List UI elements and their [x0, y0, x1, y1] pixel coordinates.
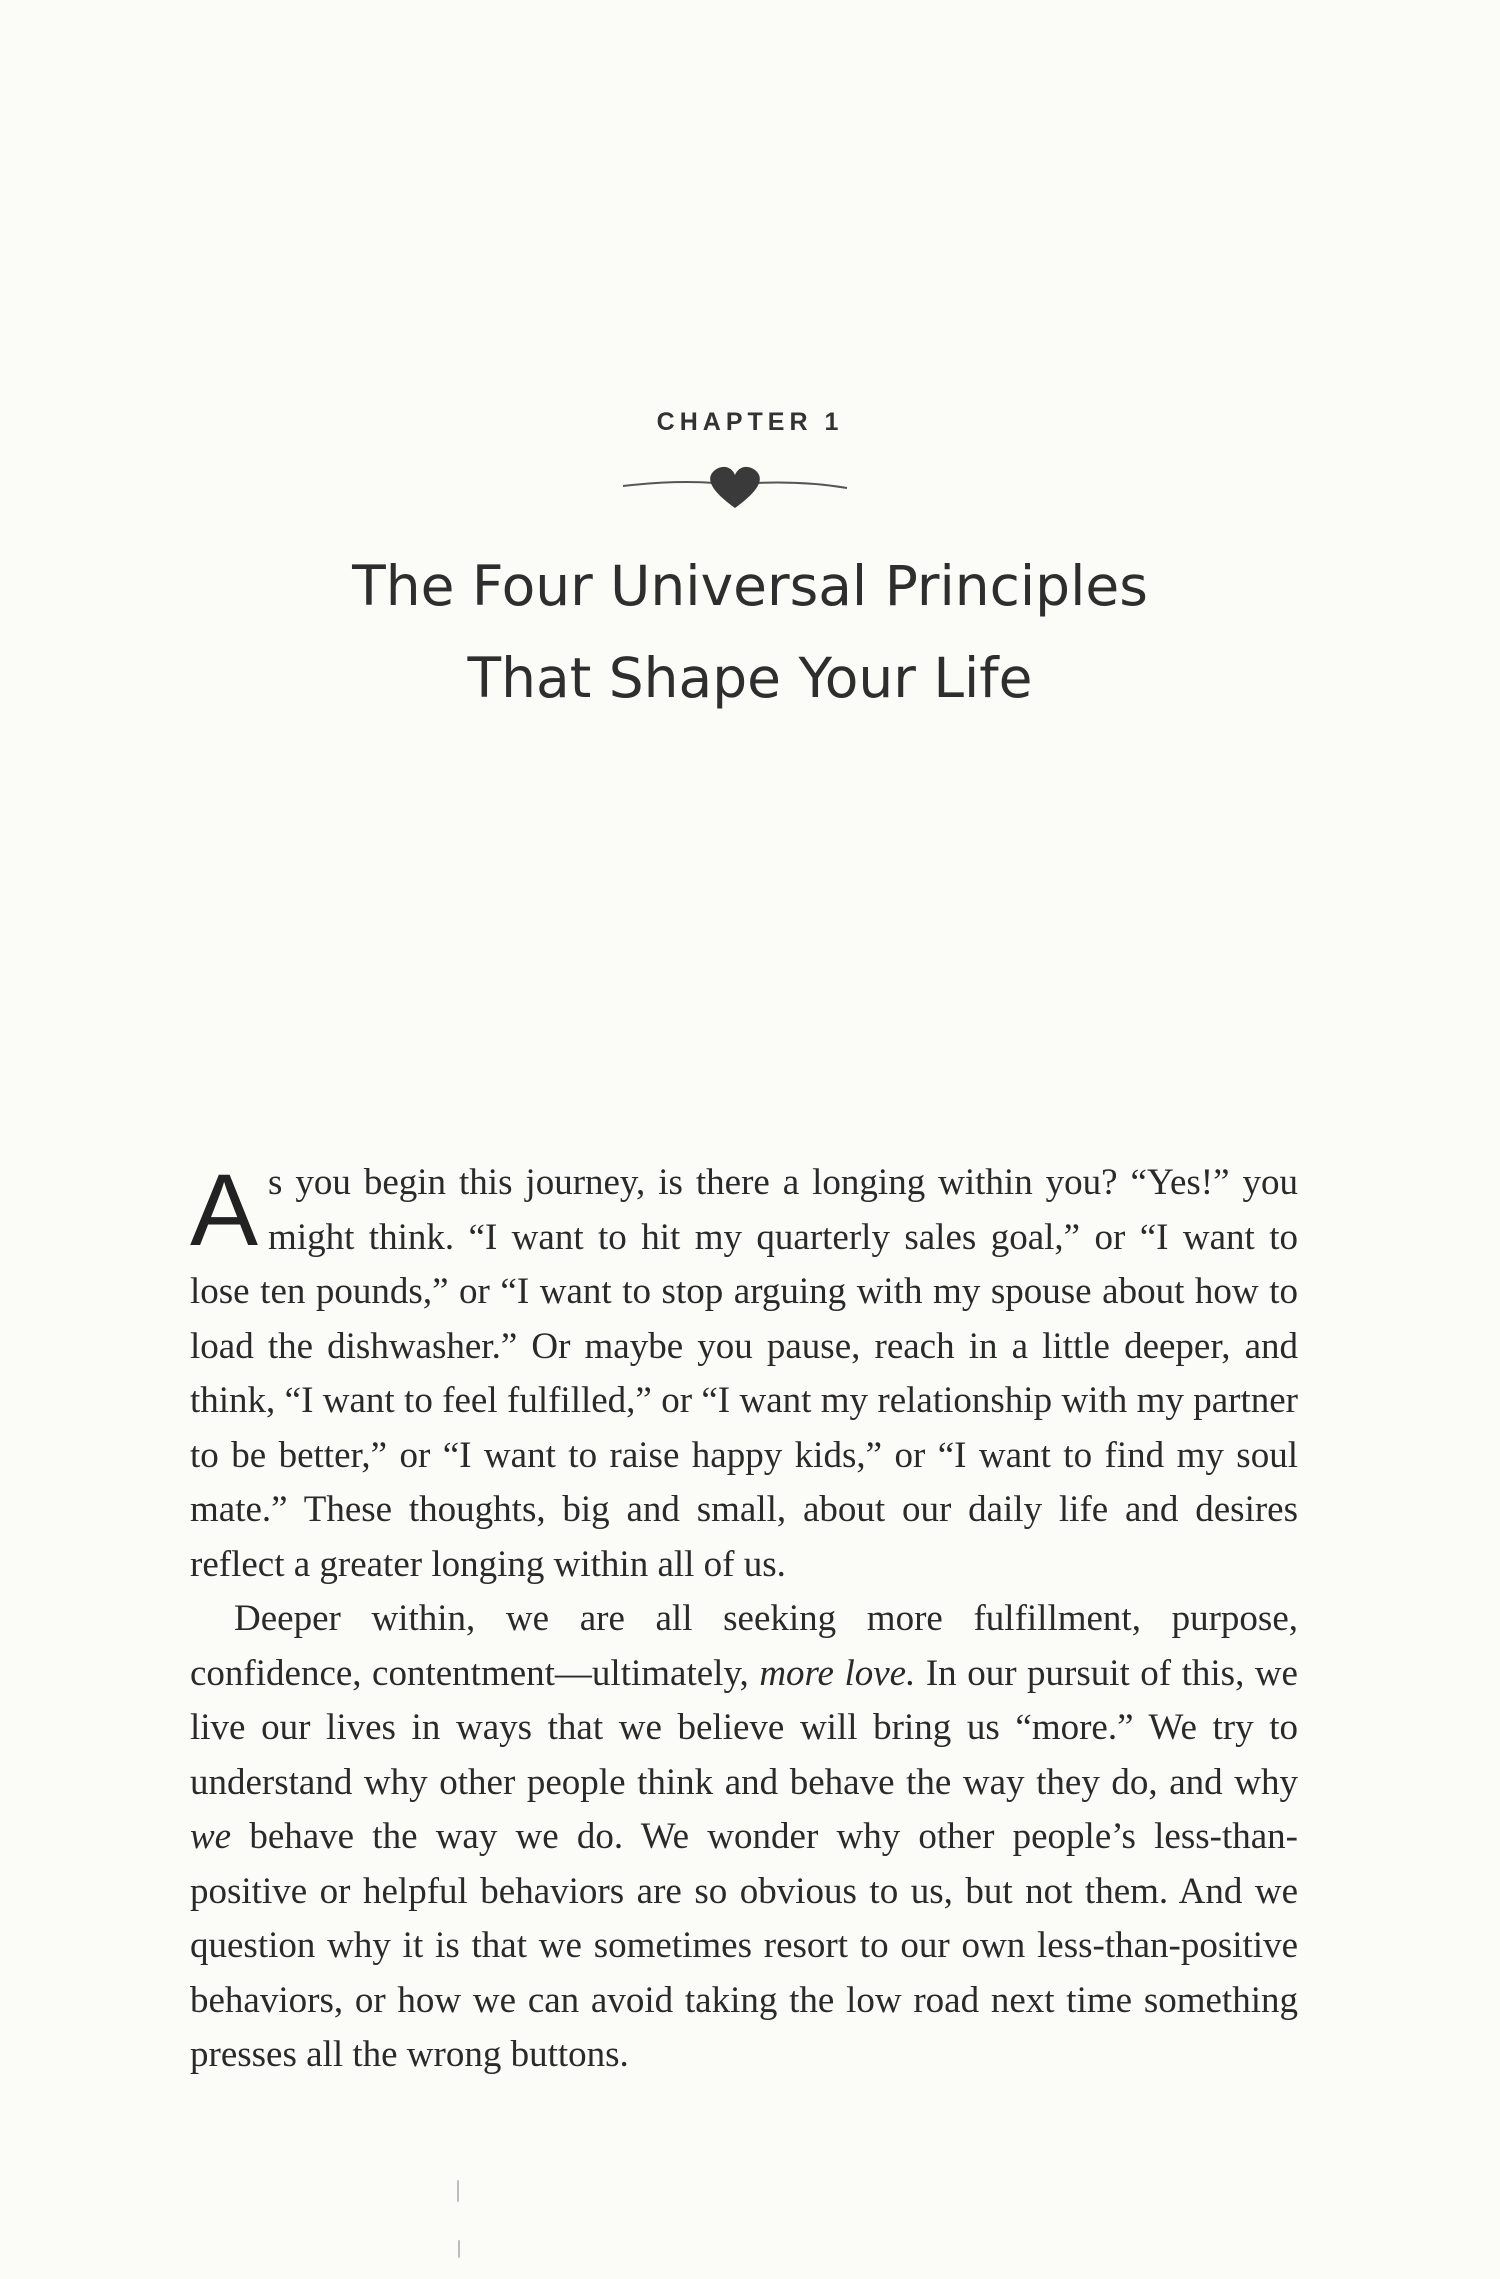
- paragraph-2-emphasis-b: we: [190, 1816, 232, 1857]
- paragraph-1: [190, 1153, 1298, 1592]
- chapter-title: [0, 540, 1500, 724]
- chapter-title-line1: The Four Universal Principles: [352, 554, 1148, 618]
- scan-mark: [458, 2240, 460, 2258]
- paragraph-2-text-b: In our pursuit of this, we live our lives in ways that we believe will bring us “more.” We try to understand why other people think and behave the way they do, and why: [190, 1652, 1298, 1803]
- body-text: [190, 1153, 1298, 2083]
- chapter-label: CHAPTER 1: [656, 408, 844, 436]
- paragraph-2-emphasis-a: more love.: [759, 1652, 916, 1694]
- heart-icon: [615, 450, 855, 520]
- paragraph-2-text-c: behave the way we do. We wonder why other people’s less-than-positive or helpful behaviors are so obvious to us, but not them. And we question why it is that we sometimes resort to our own less-than-positive behaviors, or how we can avoid taking the low road next time something presses all the wrong buttons.: [190, 1816, 1298, 2075]
- chapter-title-line2: That Shape Your Life: [467, 646, 1033, 710]
- scan-mark: [457, 2180, 459, 2202]
- paragraph-2-text-a: Deeper within, we are all seeking more fulfillment, purpose, confidence, contentment—ultimately,: [190, 1598, 1298, 1694]
- paragraph-2: [190, 1592, 1298, 2083]
- paragraph-1-text: s you begin this journey, is there a longing within you? “Yes!” you might think. “I want to hit my quarterly sales goal,” or “I want to lose ten pounds,” or “I want to stop arguing with my spouse about how to load the dishwasher.” Or maybe you pause, reach in a little deeper, and think, “I want to feel fulfilled,” or “I want my relationship with my partner to be better,” or “I want to raise happy kids,” or “I want to find my soul mate.” These thoughts, big and small, about our daily life and desires reflect a greater longing within all of us.: [190, 1162, 1298, 1585]
- drop-cap: A: [190, 1153, 259, 1267]
